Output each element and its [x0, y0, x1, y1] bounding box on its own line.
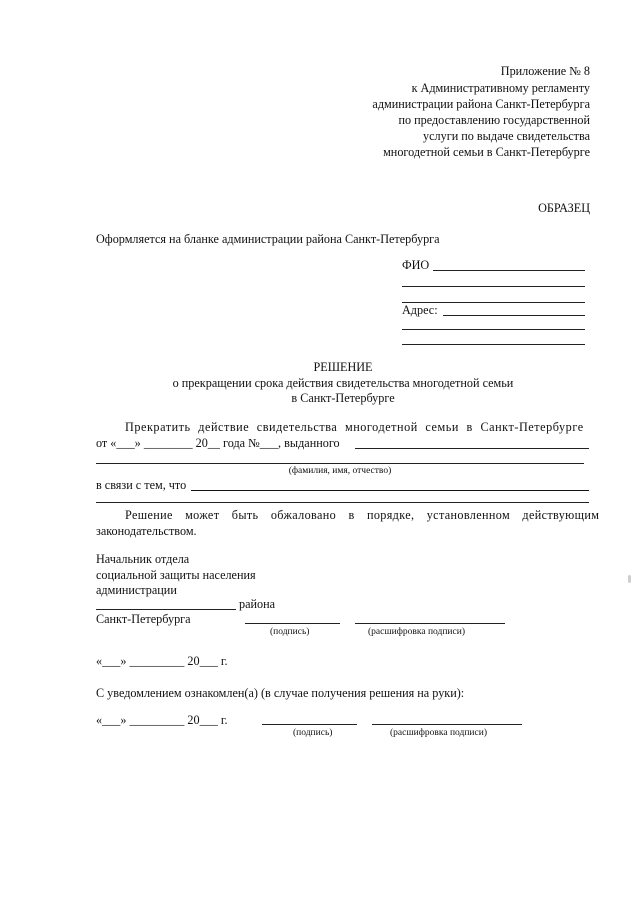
address-label: Адрес: — [402, 303, 438, 317]
address-line-3 — [402, 344, 585, 345]
signatory-position-4: района — [239, 597, 276, 611]
sample-label: ОБРАЗЕЦ — [538, 201, 590, 215]
fio-line-2 — [402, 286, 585, 287]
signatory-position-1: Начальник отдела — [96, 552, 190, 566]
decision-subtitle-2: в Санкт-Петербурге — [291, 391, 395, 405]
acknowledgement-signature-caption: (подпись) — [293, 728, 333, 738]
header-line-provision: по предоставлению государственной — [398, 113, 590, 127]
fio-label: ФИО — [402, 258, 430, 272]
fio-caption: (фамилия, имя, отчество) — [288, 466, 392, 476]
reason-line-1 — [191, 490, 589, 491]
signature-line — [245, 623, 340, 624]
reason-label: в связи с тем, что — [96, 478, 187, 492]
signature-decoding-line — [355, 623, 505, 624]
decision-subtitle-1: о прекращении срока действия свидетельства многодетной семьи — [172, 376, 514, 390]
termination-text-line-1: Прекратить действие свидетельства многодетной семьи в Санкт-Петербурге — [125, 420, 584, 434]
header-line-family: многодетной семьи в Санкт-Петербурге — [383, 145, 590, 159]
acknowledgement-text: С уведомлением ознакомлен(а) (в случае получения решения на руки): — [96, 686, 465, 700]
acknowledgement-signature-line — [262, 724, 357, 725]
fio-full-line — [96, 463, 584, 464]
signatory-position-2: социальной защиты населения — [96, 568, 256, 582]
header-line-administration: администрации района Санкт-Петербурга — [372, 97, 590, 111]
signatory-position-5: Санкт-Петербурга — [96, 612, 191, 626]
blank-note: Оформляется на бланке администрации района Санкт-Петербурга — [96, 232, 440, 246]
scan-mark — [628, 575, 631, 583]
signature-decoding-caption: (расшифровка подписи) — [368, 627, 465, 637]
signatory-date-line: «___» _________ 20___ г. — [96, 654, 228, 668]
issued-to-line — [355, 448, 589, 449]
acknowledgement-decoding-caption: (расшифровка подписи) — [390, 728, 487, 738]
header-line-regulation: к Административному регламенту — [411, 81, 590, 95]
termination-text-line-2: от «___» ________ 20__ года №___, выданного — [96, 436, 340, 450]
header-line-service: услуги по выдаче свидетельства — [423, 129, 590, 143]
signature-caption: (подпись) — [270, 627, 310, 637]
acknowledgement-decoding-line — [372, 724, 522, 725]
appeal-text-line-2: законодательством. — [96, 524, 197, 538]
district-name-line — [96, 609, 236, 610]
signatory-position-3: администрации — [96, 583, 177, 597]
fio-line-1 — [433, 270, 585, 271]
address-line-1 — [443, 315, 585, 316]
appeal-text-line-1: Решение может быть обжаловано в порядке, установленном действующим — [125, 508, 600, 522]
appendix-number: Приложение № 8 — [500, 64, 590, 78]
reason-line-2 — [96, 502, 589, 503]
acknowledgement-date-line: «___» _________ 20___ г. — [96, 713, 228, 727]
decision-title: РЕШЕНИЕ — [313, 360, 373, 374]
address-line-2 — [402, 329, 585, 330]
